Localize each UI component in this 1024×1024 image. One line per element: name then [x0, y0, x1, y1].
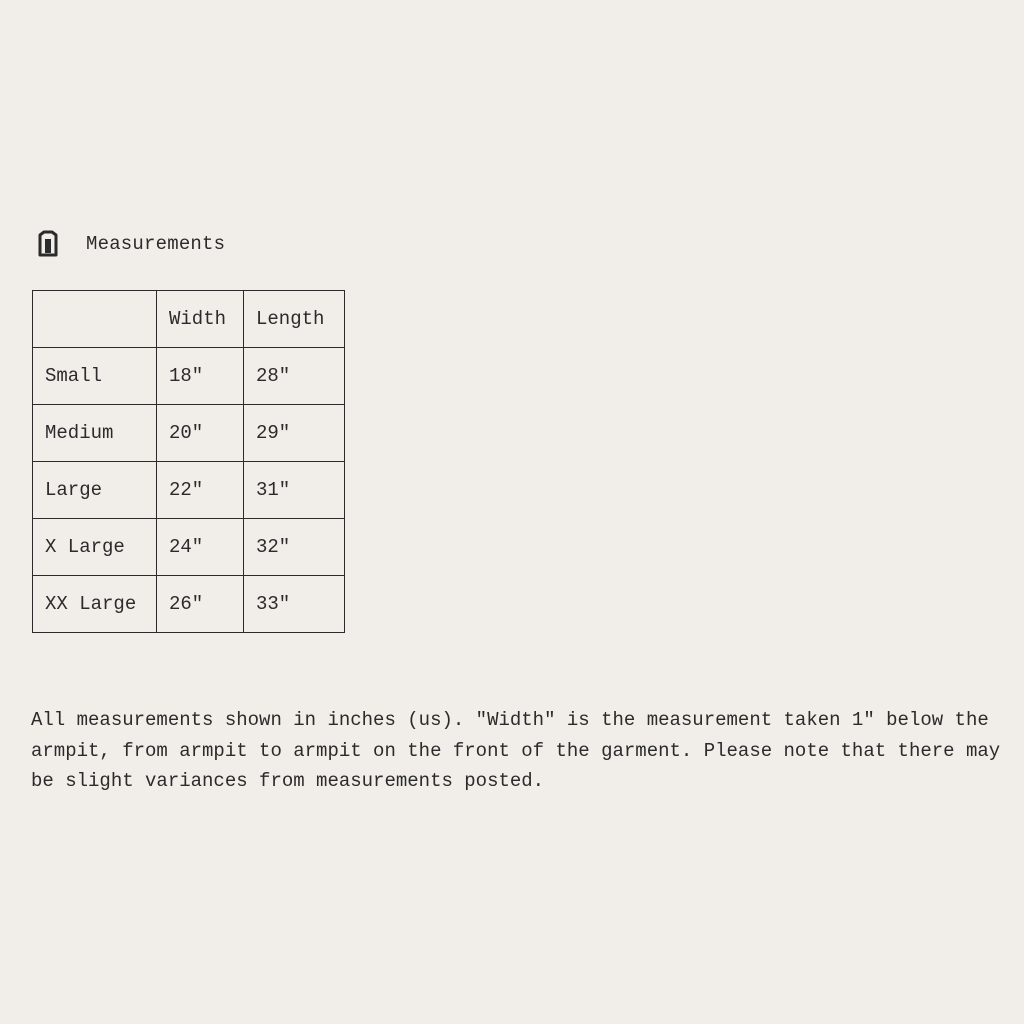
table-header-row [33, 291, 345, 348]
table-row [33, 519, 345, 576]
table-row [33, 576, 345, 633]
section-title: Measurements [86, 233, 226, 255]
size-cell: Medium [33, 405, 157, 462]
width-cell: 24" [157, 519, 244, 576]
table-row [33, 405, 345, 462]
width-cell: 20" [157, 405, 244, 462]
size-cell: Large [33, 462, 157, 519]
length-cell: 29" [244, 405, 345, 462]
length-cell: 28" [244, 348, 345, 405]
width-cell: 22" [157, 462, 244, 519]
length-cell: 33" [244, 576, 345, 633]
length-cell: 31" [244, 462, 345, 519]
width-cell: 26" [157, 576, 244, 633]
table-row [33, 348, 345, 405]
width-cell: 18" [157, 348, 244, 405]
size-cell: X Large [33, 519, 157, 576]
header-cell-size [33, 291, 157, 348]
size-cell: Small [33, 348, 157, 405]
size-chart-table [32, 290, 345, 633]
length-cell: 32" [244, 519, 345, 576]
header-cell-width: Width [157, 291, 244, 348]
table-row [33, 462, 345, 519]
measurements-header [36, 228, 225, 260]
header-cell-length: Length [244, 291, 345, 348]
size-cell: XX Large [33, 576, 157, 633]
measurement-note: All measurements shown in inches (us). "Width" is the measurement taken 1" below the armpit, from armpit to armpit on the front of the garment. Please note that there may be slight variances from measurements posted. [31, 709, 1001, 792]
garment-tag-icon [36, 228, 60, 260]
